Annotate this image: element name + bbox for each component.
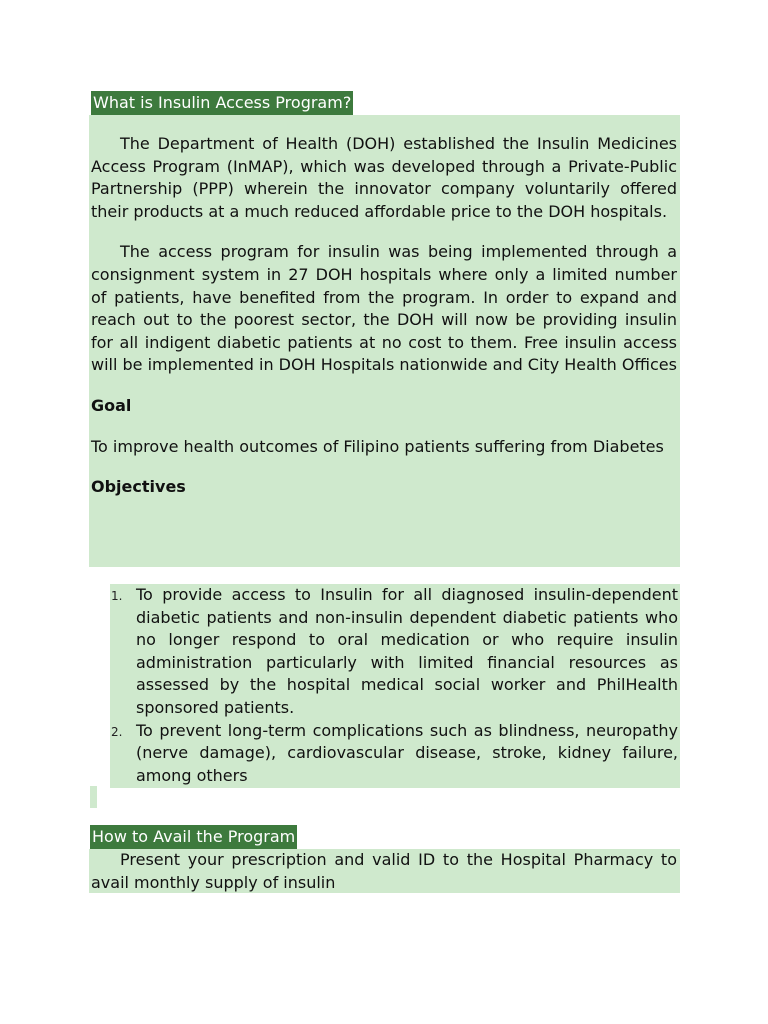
intro-paragraph-1: The Department of Health (DOH) established the Insulin Medicines Access Program (InMAP), which was developed through a Private-Public Partnership (PPP) wherein the innovator company voluntarily offered their products at a much reduced affordable price to the DOH hospitals. [91,134,677,221]
intro-paragraph-2: The access program for insulin was being implemented through a consignment system in 27 DOH hospitals where only a limited number of patients, have benefited from the program. In order to expand and reach out to the poorest sector, the DOH will now be providing insulin for all indigent diabetic patients at no cost to them. Free insulin access will be implemented in DOH Hospitals nationwide and City Health Offices [91,242,677,375]
list-item-text: To provide access to Insulin for all diagnosed insulin-dependent diabetic patients and non-insulin dependent diabetic patients who no longer respond to oral medication or who require insulin administration particularly with limited financial resources as assessed by the hospital medical social worker and PhilHealth sponsored patients. [136,585,678,717]
empty-paragraph-marker [90,786,97,808]
avail-text: Present your prescription and valid ID to the Hospital Pharmacy to avail monthly supply of insulin [91,850,677,892]
objectives-list [110,584,680,788]
list-number: 2. [111,724,123,739]
goal-text: To improve health outcomes of Filipino patients suffering from Diabetes [91,436,664,456]
avail-block [89,849,680,893]
section-heading-insulin-access: What is Insulin Access Program? [91,91,353,115]
intro-block [89,115,680,567]
objectives-heading: Objectives [91,477,186,497]
list-item [111,584,678,720]
list-item-text: To prevent long-term complications such as blindness, neuropathy (nerve damage), cardiovascular disease, stroke, kidney failure, among others [136,720,678,785]
list-item [111,720,678,788]
section-heading-how-to-avail: How to Avail the Program [90,825,297,849]
goal-heading: Goal [91,395,132,415]
list-number: 1. [111,589,123,603]
